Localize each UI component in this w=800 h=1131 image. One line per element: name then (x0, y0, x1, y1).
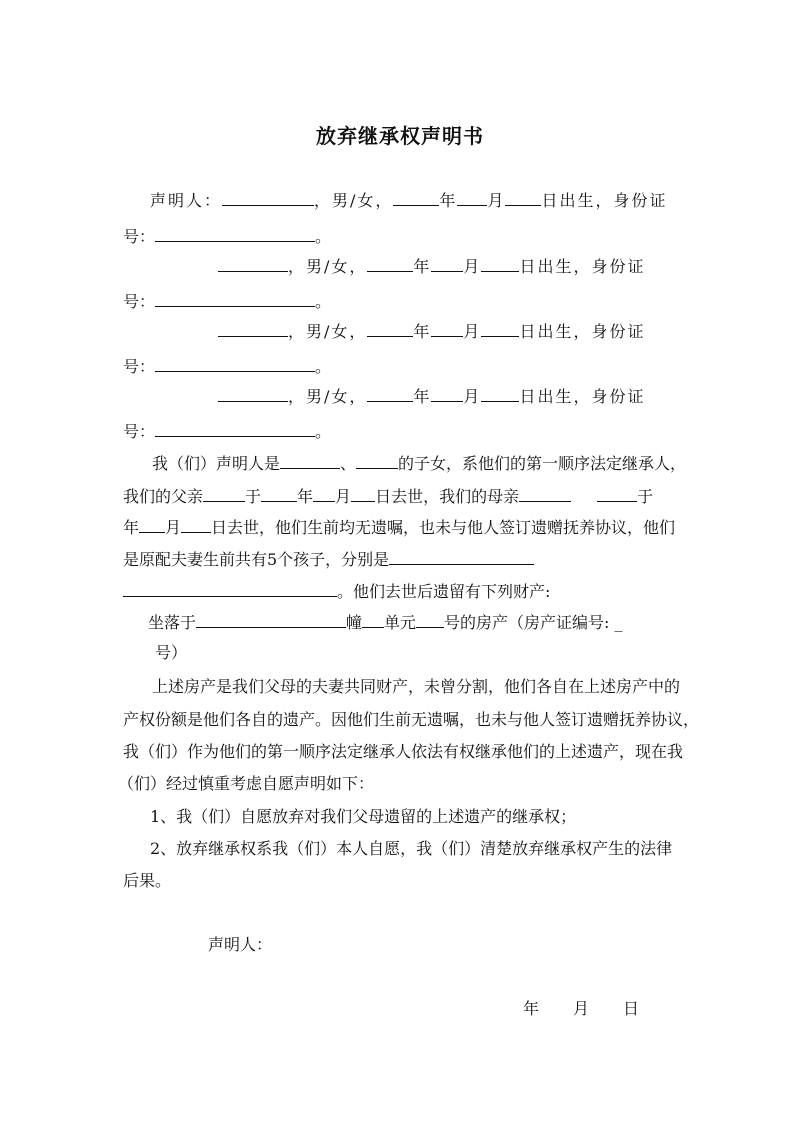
month-blank[interactable] (431, 256, 463, 272)
item-2-cont: 后果。 (123, 871, 172, 890)
statement-line-4: （们）经过慎重考虑自愿声明如下： (118, 774, 375, 793)
unit-blank[interactable] (416, 612, 444, 628)
year-blank[interactable] (367, 386, 413, 402)
signature-label: 声明人： (208, 935, 273, 954)
id-line-3: 号： 。 (123, 357, 332, 376)
id-line-2: 号： 。 (123, 292, 332, 311)
mother-blank-2[interactable] (597, 486, 637, 502)
address-blank[interactable] (196, 612, 346, 628)
month-blank[interactable] (457, 190, 487, 206)
day-blank[interactable] (481, 386, 519, 402)
mother-name-blank[interactable] (356, 453, 398, 469)
statement-line-3: 我（们）作为他们的第一顺序法定继承人依法有权继承他们的上述遗产，现在我 (123, 742, 684, 761)
mother-blank[interactable] (519, 486, 571, 502)
id-blank[interactable] (155, 291, 315, 307)
father-year-blank[interactable] (261, 486, 297, 502)
name-blank[interactable] (222, 190, 314, 206)
date-line: 年 月 日 (523, 999, 640, 1018)
item-2: 2、放弃继承权系我（们）本人自愿，我（们）清楚放弃继承权产生的法律 (150, 839, 673, 858)
mother-year-blank[interactable] (139, 517, 165, 533)
day-blank[interactable] (481, 256, 519, 272)
declarant-line-3: ，男/女， 年 月 日出生，身份证 (218, 321, 645, 343)
day-blank[interactable] (505, 190, 541, 206)
children-blank[interactable] (389, 549, 534, 565)
declarant-line-1: 声明人： ，男/女， 年 月 日出生，身份证 (150, 191, 668, 210)
father-month-blank[interactable] (313, 486, 335, 502)
declarant-line-2: ，男/女， 年 月 日出生，身份证 (218, 256, 645, 278)
year-blank[interactable] (367, 256, 413, 272)
property-line-2: 号） (155, 643, 188, 662)
year-blank[interactable] (367, 321, 413, 337)
parents-line-4: 是原配夫妻生前共有5个孩子，分别是 (123, 549, 534, 571)
id-line-1: 号： 。 (123, 227, 332, 246)
document-title: 放弃继承权声明书 (316, 124, 484, 148)
id-blank[interactable] (155, 421, 315, 437)
declarant-line-4: ，男/女， 年 月 日出生，身份证 (218, 386, 645, 408)
item-1: 1、我（们）自愿放弃对我们父母遗留的上述遗产的继承权； (150, 807, 577, 826)
month-blank[interactable] (431, 386, 463, 402)
father-blank[interactable] (203, 486, 245, 502)
id-blank[interactable] (155, 356, 315, 372)
children-blank-2[interactable] (123, 581, 337, 597)
name-blank[interactable] (218, 321, 288, 337)
parents-line-1: 我（们）声明人是 、 的子女，系他们的第一顺序法定继承人， (152, 454, 687, 473)
mother-month-blank[interactable] (181, 517, 211, 533)
parents-line-2: 我们的父亲 于 年 月 日去世，我们的母亲 于 (123, 487, 654, 506)
property-line-1: 坐落于 幢 单元 号的房产（房产证编号: _ (148, 613, 623, 632)
id-line-4: 号： 。 (123, 422, 332, 441)
parents-line-3: 年 月 日去世，他们生前均无遗嘱，也未与他人签订遗赠抚养协议，他们 (123, 518, 676, 537)
building-blank[interactable] (362, 612, 384, 628)
statement-line-2: 产权份额是他们各自的遗产。因他们生前无遗嘱，也未与他人签订遗赠抚养协议， (123, 710, 700, 729)
father-name-blank[interactable] (280, 453, 340, 469)
statement-line-1: 上述房产是我们父母的夫妻共同财产，未曾分割，他们各自在上述房产中的 (152, 677, 681, 696)
day-blank[interactable] (481, 321, 519, 337)
id-blank[interactable] (155, 226, 315, 242)
name-blank[interactable] (218, 256, 288, 272)
month-blank[interactable] (431, 321, 463, 337)
parents-line-5: 。他们去世后遗留有下列财产: (123, 581, 550, 603)
name-blank[interactable] (218, 386, 288, 402)
year-blank[interactable] (393, 190, 439, 206)
father-day-blank[interactable] (351, 486, 375, 502)
